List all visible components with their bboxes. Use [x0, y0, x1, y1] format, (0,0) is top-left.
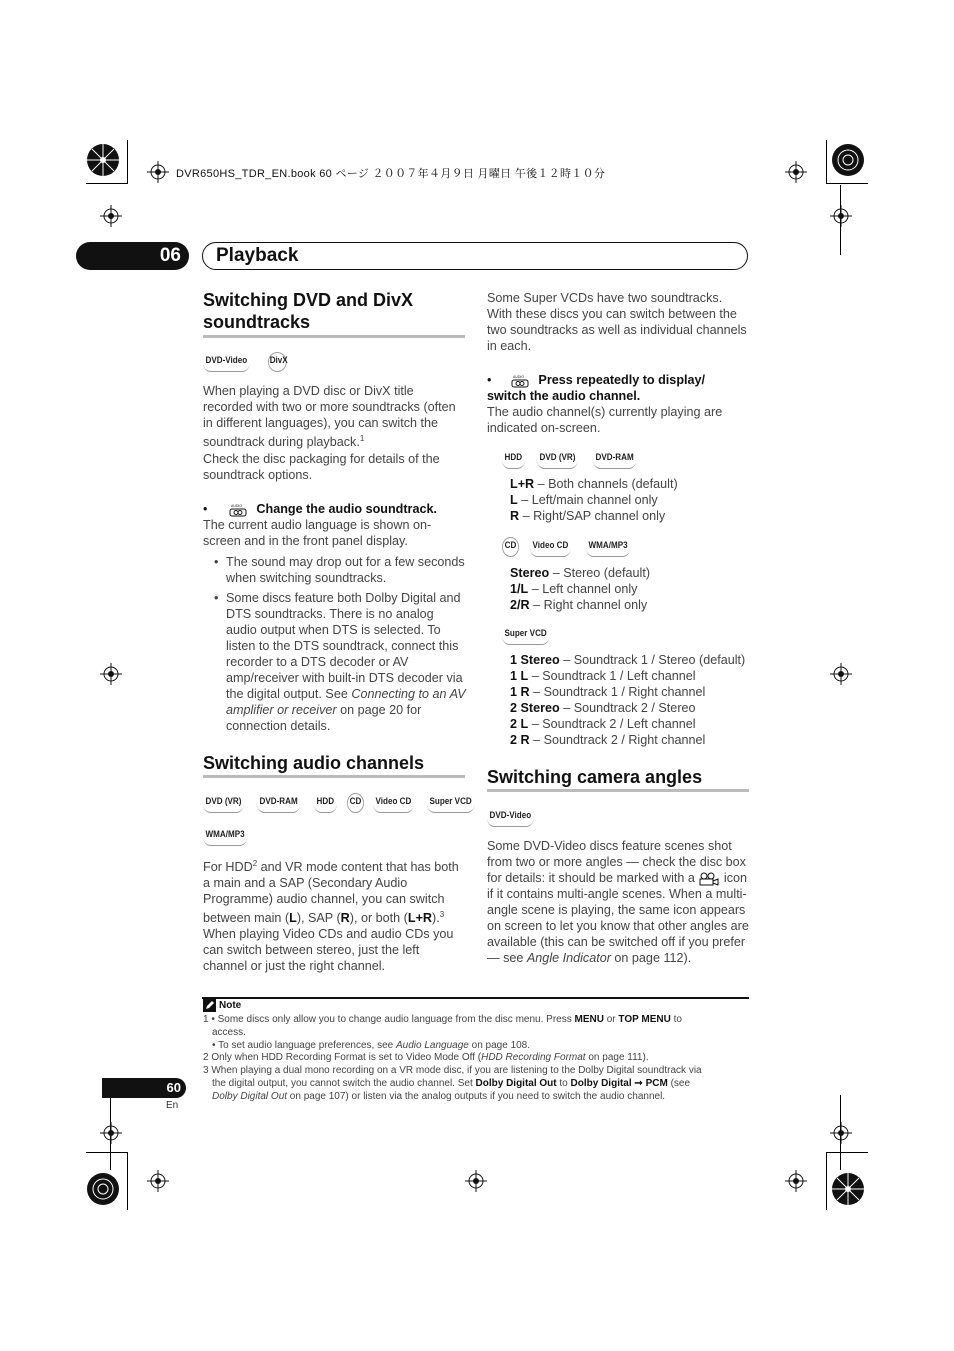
step-change-audio-desc: The current audio language is shown on-screen and in the front panel display. — [203, 518, 432, 548]
options-cd — [510, 565, 750, 613]
option-item: R – Right/SAP channel only — [510, 509, 666, 523]
options-svcd — [510, 652, 755, 748]
footnotes — [203, 1014, 749, 1104]
footnote-3-cont2: Dolby Digital Out on page 107) or listen via the analog outputs if you need to switch the audio channel. — [212, 1090, 666, 1102]
disc-badges-svcd — [502, 625, 558, 645]
footnote-3-cont: the digital output, you cannot switch the audio channel. Set Dolby Digital Out to Dolby Digital ➞ PCM (see — [212, 1077, 691, 1089]
option-item: L – Left/main channel only — [510, 493, 658, 507]
badge-cd: CD — [502, 537, 519, 557]
badge-divx: DivX — [268, 352, 287, 372]
note-pencil-icon — [203, 999, 216, 1012]
registration-mark — [785, 1170, 807, 1192]
list-item: • The sound may drop out for a few seconds when switching soundtracks. — [214, 554, 466, 586]
footnote-1: 1 • Some discs only allow you to change audio language from the disc menu. Press MENU or TOP MENU to — [203, 1014, 682, 1025]
option-item: Stereo – Stereo (default) — [510, 566, 651, 580]
option-item: 1/L – Left channel only — [510, 582, 638, 596]
step-switch-audio-desc: The audio channel(s) currently playing are indicated on-screen. — [487, 405, 723, 435]
registration-mark — [465, 1170, 487, 1192]
badge-dvd-ram: DVD-RAM — [593, 449, 636, 469]
notes-rule — [202, 997, 749, 999]
paragraph-super-vcd: Some Super VCDs have two soundtracks. With these discs you can switch between the two soundtracks as well as individual channels in each. — [487, 291, 747, 353]
registration-mark — [100, 205, 122, 227]
chapter-number: 06 — [76, 242, 189, 270]
heading-rule — [203, 335, 465, 338]
starburst-mark-bottom-right — [831, 1172, 865, 1206]
badge-video-cd: Video CD — [373, 793, 414, 813]
footnote-3: 3 When playing a dual mono recording on a VR mode disc, if you are listening to the Dolby Digital soundtrack via — [203, 1065, 702, 1077]
page-number: 60 — [102, 1078, 186, 1098]
option-item: 2 R – Soundtrack 2 / Right channel — [510, 733, 706, 747]
disc-badges-camera — [487, 807, 542, 827]
step-change-audio: • AUDIO Change the audio soundtrack. — [203, 502, 437, 516]
registration-mark — [830, 1122, 852, 1144]
disc-badges-dvd — [203, 352, 290, 372]
footnote-1b: • To set audio language preferences, see Audio Language on page 108. — [212, 1039, 531, 1051]
camera-angle-icon — [698, 872, 720, 886]
disc-badges-cd — [502, 537, 638, 557]
option-item: 2 Stereo – Soundtrack 2 / Stereo — [510, 701, 696, 715]
badge-video-cd: Video CD — [530, 537, 571, 557]
badge-dvd-vr: DVD (VR) — [537, 449, 578, 469]
badge-dvd-ram: DVD-RAM — [257, 793, 300, 813]
registration-mark — [830, 205, 852, 227]
heading-rule — [487, 789, 749, 792]
option-item: L+R – Both channels (default) — [510, 477, 678, 491]
heading-switching-audio-channels: Switching audio channels — [203, 753, 425, 773]
heading-rule — [203, 775, 465, 778]
heading-switching-dvd-divx: Switching DVD and DivX soundtracks — [203, 290, 414, 332]
badge-wma-mp3: WMA/MP3 — [203, 826, 247, 846]
svg-text:AUDIO: AUDIO — [512, 374, 525, 379]
heading-switching-camera-angles: Switching camera angles — [487, 767, 703, 787]
registration-mark — [100, 1122, 122, 1144]
option-item: 1 L – Soundtrack 1 / Left channel — [510, 669, 696, 683]
badge-dvd-vr: DVD (VR) — [203, 793, 244, 813]
paragraph-hdd-vr: For HDD$^2$ and VR mode content that has both a main and a SAP (Secondary Audio Programme) audio channel, you can switch between main (L), SAP (R), or both (L+R).$^3$ — [203, 859, 459, 926]
disc-badges-wma — [203, 826, 255, 846]
badge-hdd: HDD — [502, 449, 525, 469]
badge-wma-mp3: WMA/MP3 — [586, 537, 630, 557]
list-item: • Some discs feature both Dolby Digital and DTS soundtracks. There is no analog audio output when DTS is selected. To listen to the DTS soundtrack, connect this recorder to a DTS decoder or AV amp/receiver with built-in DTS decoder via the digital output. See Connecting to an AV amplifier or receiver on page 20 for connection details. — [214, 590, 466, 734]
badge-dvd-video: DVD-Video — [203, 352, 250, 372]
chapter-title: Playback — [202, 242, 748, 270]
paragraph-video-cd: When playing Video CDs and audio CDs you can switch between stereo, just the left channel or just the right channel. — [203, 927, 454, 973]
registration-mark — [100, 663, 122, 685]
disc-badges-hdd — [502, 449, 644, 469]
badge-cd: CD — [347, 793, 364, 813]
notes-list — [214, 554, 466, 738]
registration-mark — [147, 1170, 169, 1192]
notes-label: Note — [203, 999, 241, 1012]
badge-super-vcd: Super VCD — [502, 625, 549, 645]
audio-button-icon — [511, 374, 529, 388]
step-switch-audio-channel: • AUDIO Press repeatedly to display/ switch the audio channel. — [487, 373, 706, 403]
registration-mark — [785, 161, 807, 183]
registration-mark — [830, 663, 852, 685]
paragraph-camera-angles: Some DVD-Video discs feature scenes shot from two or more angles — check the disc box for details: it should be marked with a icon if it contains multi-angle scenes. When a multi-angle scene is playing, the same icon appears on screen to let you know that other angles are available (this can be switched off if you prefer — see Angle Indicator on page 112). — [487, 839, 749, 965]
disc-badges-audio — [203, 793, 482, 813]
option-item: 1 R – Soundtrack 1 / Right channel — [510, 685, 706, 699]
option-item: 2/R – Right channel only — [510, 598, 648, 612]
badge-hdd: HDD — [314, 793, 337, 813]
starburst-mark-top-left — [86, 143, 120, 177]
starburst-mark-top-right — [831, 143, 865, 177]
audio-button-icon — [229, 503, 247, 517]
paragraph-check-packaging: Check the disc packaging for details of the soundtrack options. — [203, 452, 440, 482]
print-header: DVR650HS_TDR_EN.book 60 ページ ２００７年４月９日 月曜日 午後１２時１０分 — [176, 168, 606, 180]
paragraph-intro: When playing a DVD disc or DivX title recorded with two or more soundtracks (often in different languages), you can switch the soundtrack during playback.$^1$ — [203, 384, 456, 450]
option-item: 2 L – Soundtrack 2 / Left channel — [510, 717, 696, 731]
starburst-mark-bottom-left — [86, 1172, 120, 1206]
options-hdd — [510, 476, 750, 524]
page-language: En — [166, 1100, 179, 1111]
badge-super-vcd: Super VCD — [427, 793, 474, 813]
option-item: 1 Stereo – Soundtrack 1 / Stereo (default) — [510, 653, 746, 667]
footnote-2: 2 Only when HDD Recording Format is set to Video Mode Off (HDD Recording Format on page 111). — [203, 1052, 649, 1064]
footnote-1-cont: access. — [212, 1026, 246, 1038]
badge-dvd-video: DVD-Video — [487, 807, 534, 827]
registration-mark — [147, 161, 169, 183]
svg-text:AUDIO: AUDIO — [230, 503, 243, 508]
